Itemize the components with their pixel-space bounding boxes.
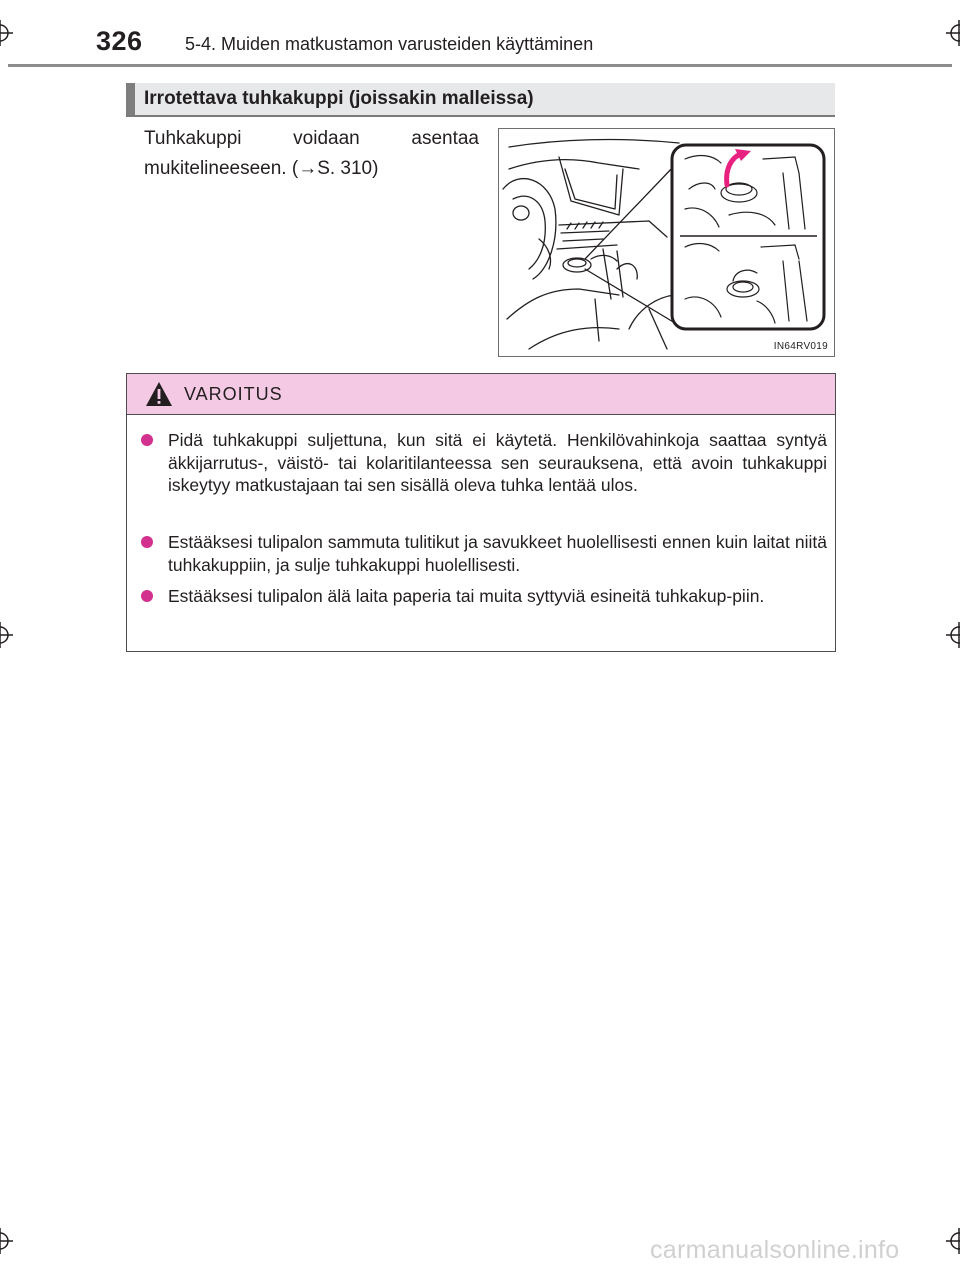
bullet-icon (141, 590, 153, 602)
warning-item (141, 429, 827, 497)
registration-mark-icon (0, 1228, 13, 1254)
header-rule (8, 64, 952, 67)
warning-triangle-icon (144, 380, 174, 408)
watermark: carmanualsonline.info (650, 1236, 900, 1264)
bullet-icon (141, 536, 153, 548)
warning-item (141, 531, 827, 576)
section-heading-bar (126, 83, 835, 117)
bullet-icon (141, 434, 153, 446)
warning-header (127, 374, 835, 415)
running-head: 5-4. Muiden matkustamon varusteiden käyttäminen (185, 34, 594, 54)
intro-line-2: mukitelineeseen. (→S. 310) (144, 158, 379, 179)
warning-title: VAROITUS (184, 384, 283, 404)
section-title: Irrotettava tuhkakuppi (joissakin malleissa) (144, 88, 534, 109)
registration-mark-icon (0, 622, 13, 648)
intro-paragraph (144, 124, 479, 184)
registration-mark-icon (0, 20, 13, 46)
figure-code: IN64RV019 (773, 341, 828, 352)
section-accent (126, 83, 135, 115)
ashtray-illustration (498, 128, 835, 357)
warning-item (141, 585, 827, 608)
intro-line-1: Tuhkakuppi voidaan asentaa (144, 128, 479, 149)
registration-mark-icon (946, 622, 960, 648)
registration-mark-icon (946, 1228, 960, 1254)
cockpit-line-drawing (499, 129, 835, 357)
warning-item-text: Pidä tuhkakuppi suljettuna, kun sitä ei käytetä. Henkilövahinkoja saattaa syntyä äkkijarrutus-, väistö- tai kolaritilanteessa sen seurauksena, että avoin tuhkakuppi iskeytyy matkustajaan tai sen sisällä oleva tuhka lentää ulos. (168, 430, 827, 495)
registration-mark-icon (946, 20, 960, 46)
page-number: 326 (96, 26, 143, 56)
warning-item-text: Estääksesi tulipalon älä laita paperia tai muita syttyviä esineitä tuhkakup-piin. (168, 586, 765, 606)
warning-box (126, 373, 836, 652)
warning-item-text: Estääksesi tulipalon sammuta tulitikut ja savukkeet huolellisesti ennen kuin laitat niitä tuhkakuppiin, ja sulje tuhkakuppi huolellisesti. (168, 532, 827, 575)
